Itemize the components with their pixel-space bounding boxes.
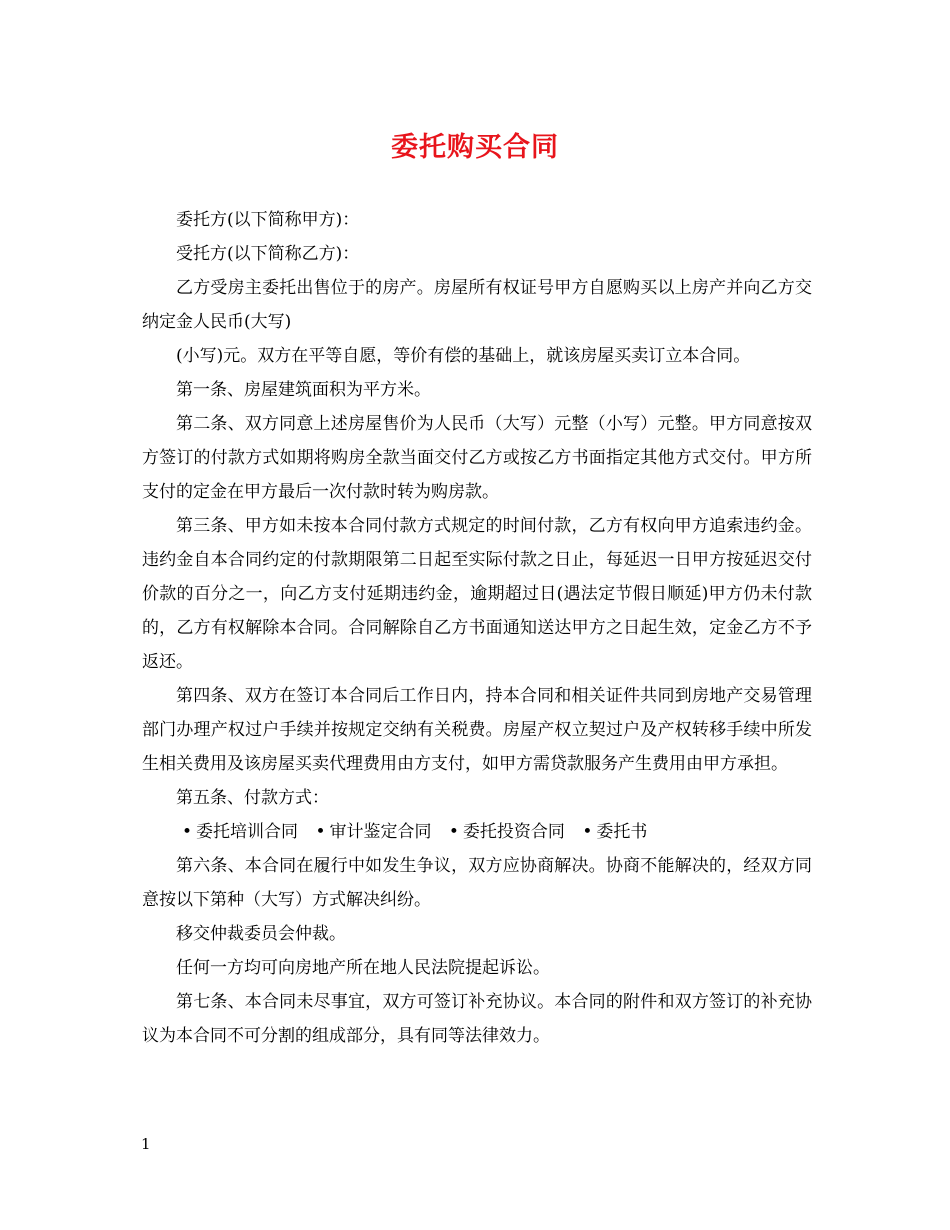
payment-method-label: 委托投资合同 [462, 822, 565, 842]
payment-method-label: 委托书 [596, 822, 648, 842]
payment-method-item[interactable] [449, 815, 565, 849]
article-4: 第四条、双方在签订本合同后工作日内，持本合同和相关证件共同到房地产交易管理部门办理产权过户手续并按规定交纳有关税费。房屋产权立契过户及产权转移手续中所发生相关费用及该房屋买卖代理费用由方支付，如甲方需贷款服务产生费用由甲方承担。 [142, 686, 812, 774]
payment-method-item[interactable] [315, 815, 431, 849]
paragraph-agent: 受托方(以下简称乙方)： [176, 244, 360, 264]
paragraph-agreement-basis: (小写)元。双方在平等自愿，等价有偿的基础上，就该房屋买卖订立本合同。 [176, 346, 751, 366]
payment-method-item[interactable] [582, 815, 647, 849]
dispute-option-arbitration: 移交仲裁委员会仲裁。 [176, 924, 346, 944]
article-6: 第六条、本合同在履行中如发生争议，双方应协商解决。协商不能解决的，经双方同意按以下第种（大写）方式解决纠纷。 [142, 856, 812, 910]
page-number: 1 [141, 1135, 151, 1153]
payment-method-label: 委托培训合同 [196, 822, 299, 842]
paragraph-principal: 委托方(以下简称甲方)： [176, 210, 360, 230]
dispute-option-litigation: 任何一方均可向房地产所在地人民法院提起诉讼。 [176, 958, 550, 978]
bullet-icon: • [448, 822, 459, 842]
document-body [142, 203, 812, 1053]
document-title: 委托购买合同 [391, 132, 559, 163]
article-7: 第七条、本合同未尽事宜，双方可签订补充协议。本合同的附件和双方签订的补充协议为本合同不可分割的组成部分，具有同等法律效力。 [142, 992, 812, 1046]
article-5: 第五条、付款方式： [176, 788, 329, 808]
bullet-icon: • [582, 822, 593, 842]
payment-method-item[interactable] [182, 815, 298, 849]
bullet-icon: • [182, 822, 193, 842]
payment-methods-list [142, 815, 812, 849]
bullet-icon: • [315, 822, 326, 842]
paragraph-deposit: 乙方受房主委托出售位于的房产。房屋所有权证号甲方自愿购买以上房产并向乙方交纳定金人民币(大写) [142, 278, 812, 332]
article-2: 第二条、双方同意上述房屋售价为人民币（大写）元整（小写）元整。甲方同意按双方签订的付款方式如期将购房全款当面交付乙方或按乙方书面指定其他方式交付。甲方所支付的定金在甲方最后一次付款时转为购房款。 [142, 414, 812, 502]
article-1: 第一条、房屋建筑面积为平方米。 [176, 380, 431, 400]
payment-method-label: 审计鉴定合同 [329, 822, 432, 842]
article-3: 第三条、甲方如未按本合同付款方式规定的时间付款，乙方有权向甲方追索违约金。违约金自本合同约定的付款期限第二日起至实际付款之日止，每延迟一日甲方按延迟交付价款的百分之一，向乙方支付延期违约金，逾期超过日(遇法定节假日顺延)甲方仍未付款的，乙方有权解除本合同。合同解除自乙方书面通知送达甲方之日起生效，定金乙方不予返还。 [142, 516, 812, 672]
